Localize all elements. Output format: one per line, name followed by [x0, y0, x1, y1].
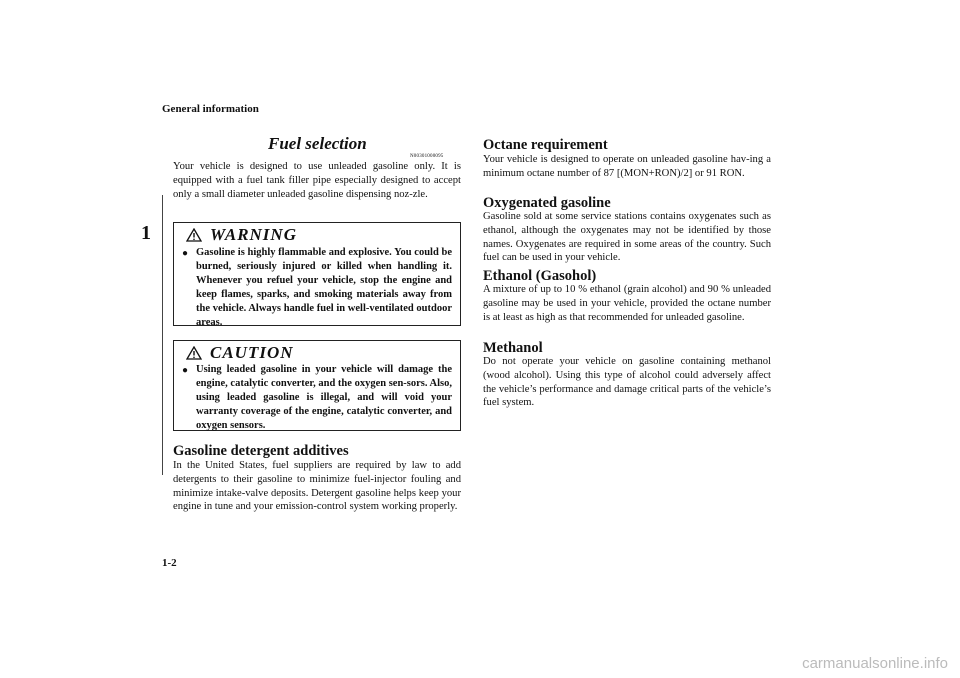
warning-label: WARNING [210, 225, 297, 244]
oxygenated-paragraph [483, 210, 771, 265]
page-number: 1-2 [162, 557, 177, 569]
watermark: carmanualsonline.info [802, 655, 948, 672]
intro-text: Your vehicle is designed to use unleaded gasoline only. It is equipped with a fuel tank filler pipe especially designed to accept only a small diameter unleaded gasoline dispensing noz-zle. [173, 161, 461, 200]
caution-triangle-icon [186, 346, 202, 360]
methanol-heading: Methanol [483, 340, 543, 356]
warning-box [173, 222, 461, 326]
detergent-heading: Gasoline detergent additives [173, 443, 349, 459]
ethanol-heading: Ethanol (Gasohol) [483, 268, 597, 284]
oxygenated-heading: Oxygenated gasoline [483, 195, 611, 211]
caution-header [186, 343, 294, 363]
octane-paragraph [483, 153, 771, 181]
methanol-paragraph [483, 355, 771, 410]
caution-body [182, 363, 452, 433]
warning-body [182, 246, 452, 330]
methanol-text: Do not operate your vehicle on gasoline containing methanol (wood alcohol). Using this type of alcohol could adversely affect the vehicle’s performance and damage critical parts of the vehicle’s fuel system. [483, 356, 771, 409]
caution-bullet [182, 363, 452, 433]
ethanol-text: A mixture of up to 10 % ethanol (grain alcohol) and 90 % unleaded gasoline may be used in your vehicle, provided the octane number is at least as high as that recommended for unleaded gasoline. [483, 284, 771, 323]
warning-triangle-icon [186, 228, 202, 242]
detergent-paragraph [173, 459, 461, 514]
bullet-icon: ● [182, 365, 189, 376]
bullet-icon: ● [182, 248, 189, 259]
caution-box [173, 340, 461, 431]
octane-text: Your vehicle is designed to operate on unleaded gasoline hav-ing a minimum octane number of 87 [(MON+RON)/2] or 91 RON. [483, 154, 771, 179]
detergent-text: In the United States, fuel suppliers are required by law to add detergents to their gasoline to minimize fuel-injector fouling and minimize intake-valve deposits. Detergent gasoline helps keep your engine in tune and your emission-control system working properly. [173, 460, 461, 513]
caution-text: Using leaded gasoline in your vehicle will damage the engine, catalytic converter, and the oxygen sen-sors. Also, using leaded gasoline is illegal, and will void your warranty coverage of the engine, catalytic converter, and oxygen sensors. [196, 364, 452, 431]
chapter-number: 1 [141, 222, 151, 244]
caution-label: CAUTION [210, 343, 294, 362]
ethanol-paragraph [483, 283, 771, 324]
warning-header [186, 225, 297, 245]
warning-bullet [182, 246, 452, 330]
oxygenated-text: Gasoline sold at some service stations contains oxygenates such as ethanol, although the oxygenates may not be identified by those names. Oxygenates are required in some areas of the country. Such fuel can be used in your vehicle. [483, 211, 771, 264]
chapter-divider [162, 195, 163, 475]
octane-heading: Octane requirement [483, 137, 608, 153]
reference-code: N00301000095 [410, 154, 444, 159]
section-title: Fuel selection [268, 134, 367, 153]
running-header: General information [162, 103, 259, 115]
warning-text: Gasoline is highly flammable and explosive. You could be burned, seriously injured or killed when handling it. Whenever you refuel your vehicle, stop the engine and keep flames, sparks, and smoking materials away from the vehicle. Always handle fuel in well-ventilated outdoor areas. [196, 247, 452, 328]
intro-paragraph [173, 160, 461, 201]
